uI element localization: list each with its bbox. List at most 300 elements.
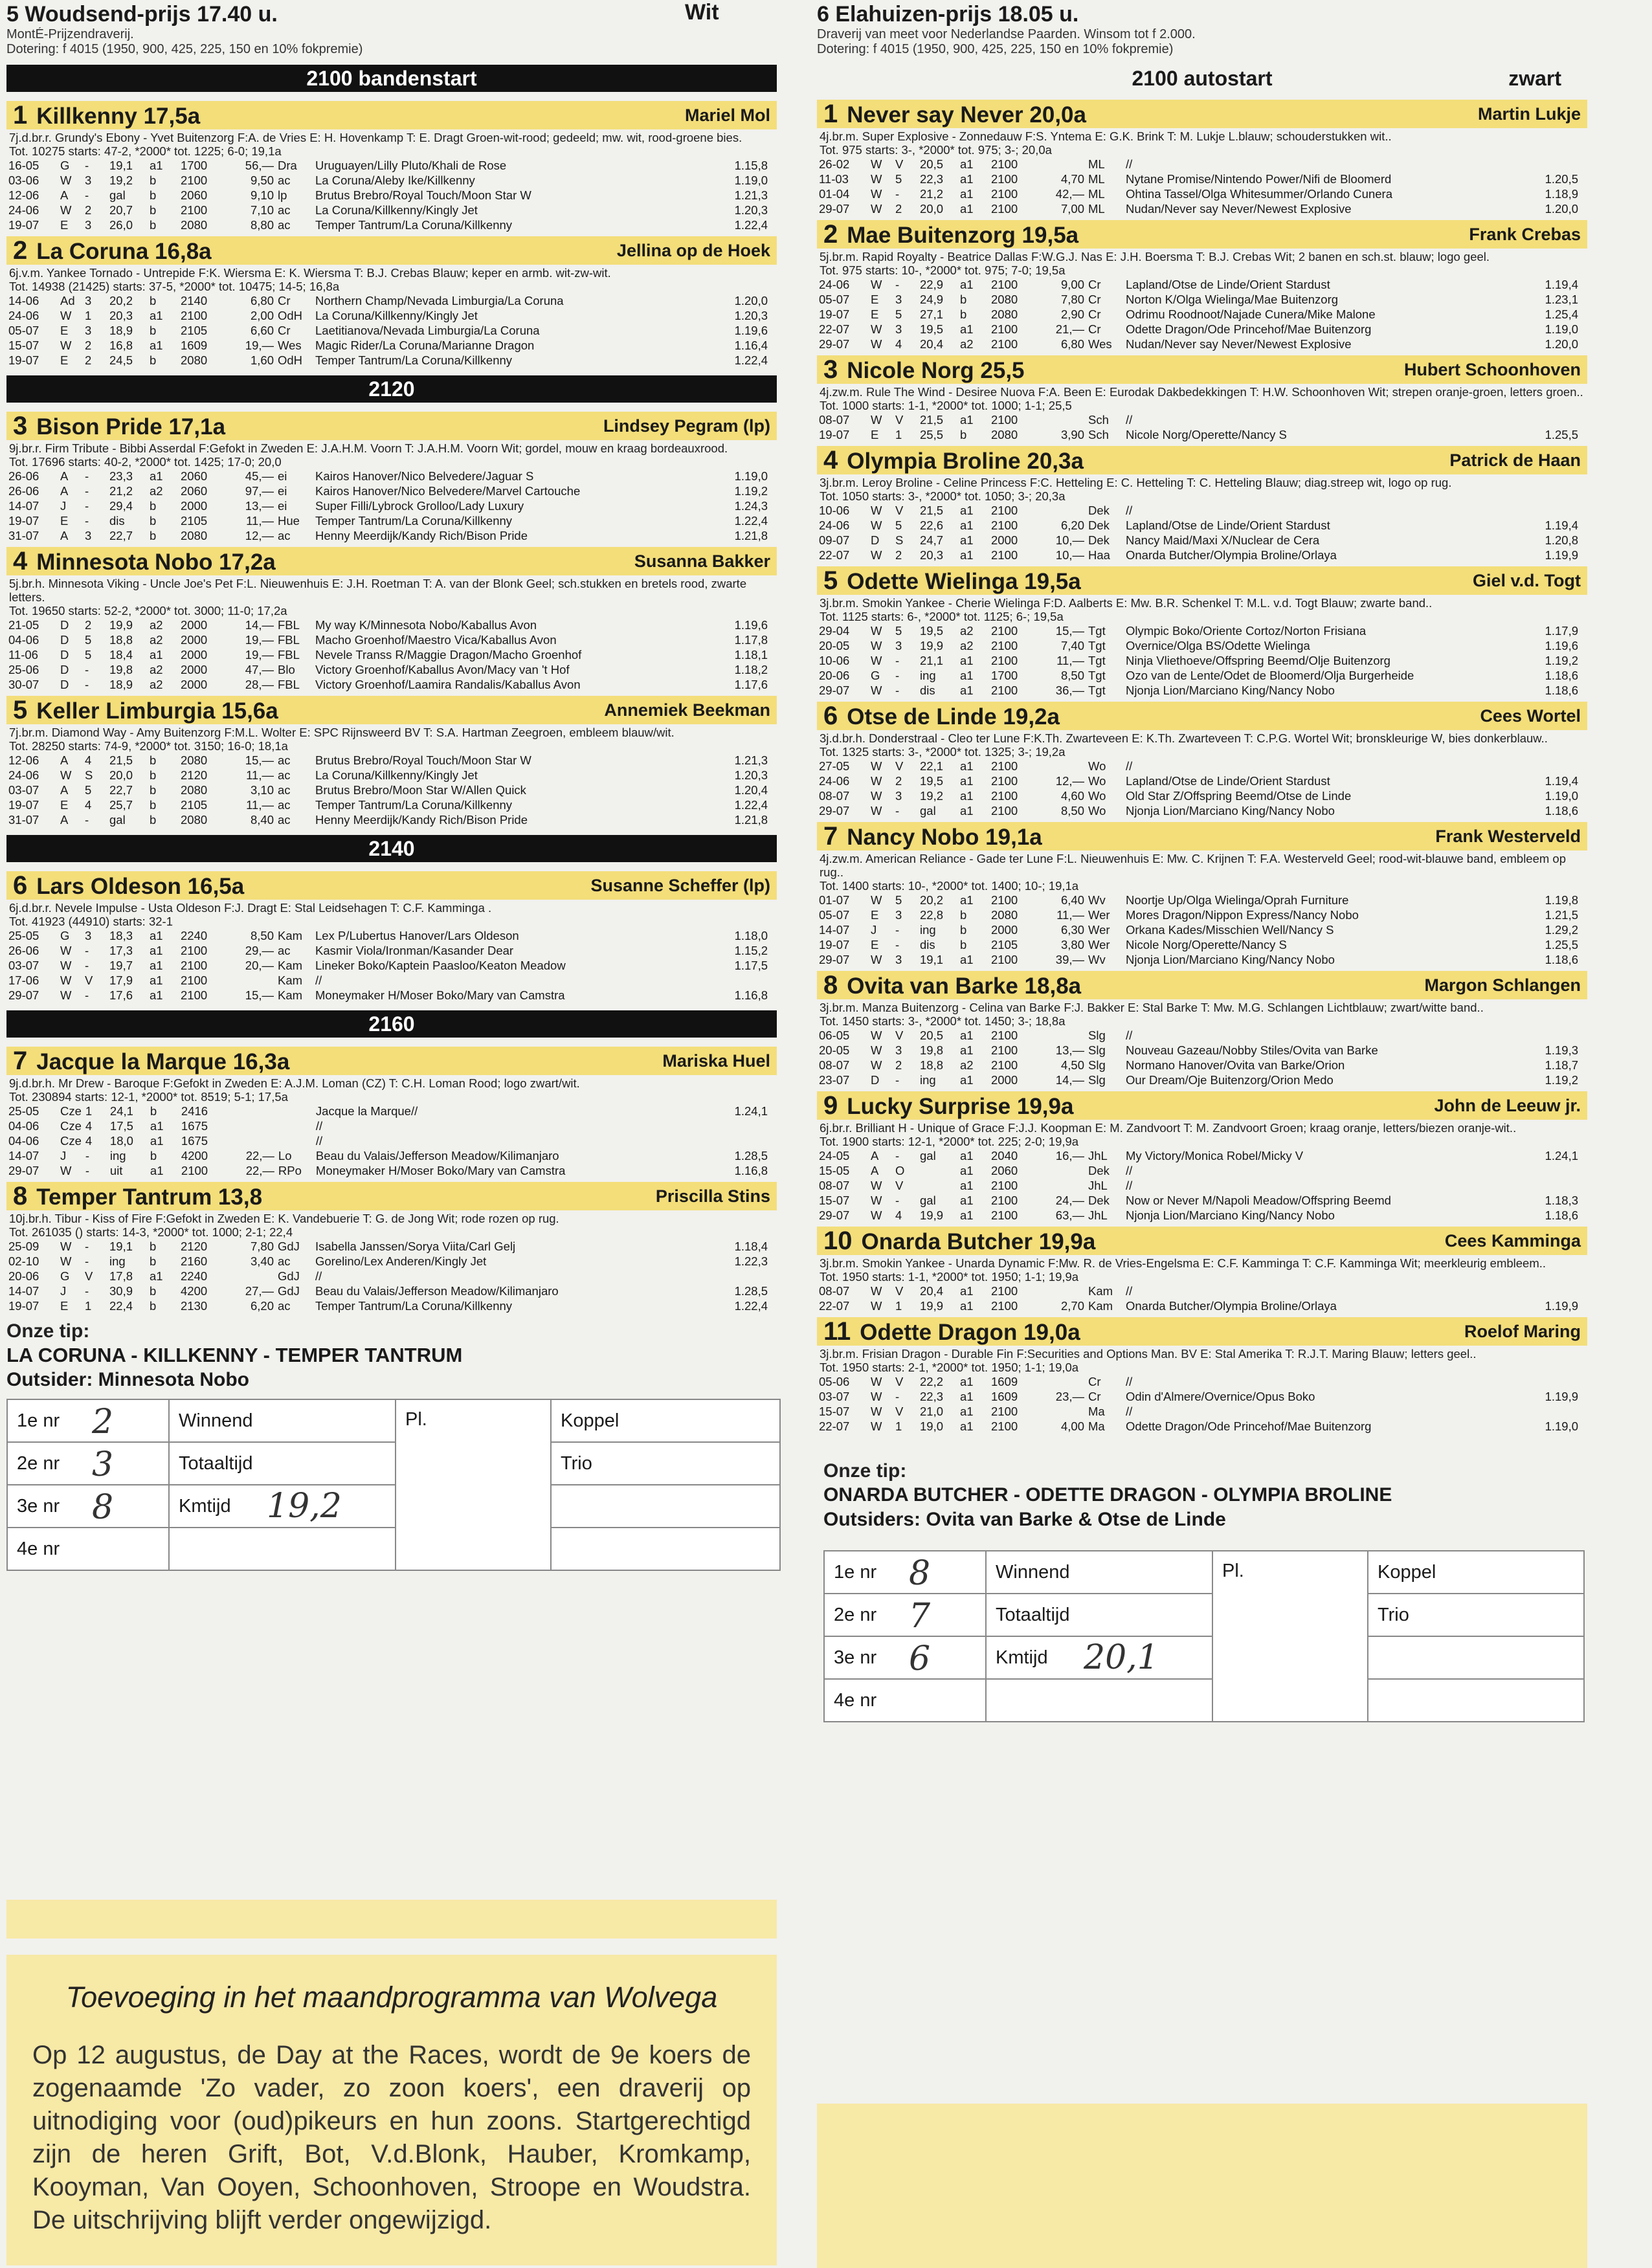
result-cell: a1: [960, 548, 974, 562]
result-cell: Dek: [1088, 504, 1110, 517]
result-cell: 2105: [181, 514, 208, 528]
result-cell: 15,—: [245, 988, 274, 1002]
race-sections: [6, 65, 777, 1313]
result-cell: b: [150, 188, 157, 202]
race-title: 5 Woudsend-prijs 17.40 u.: [6, 2, 278, 27]
result-cell: Odrimu Roodnoot/Najade Cunera/Mike Malone: [1126, 307, 1376, 321]
result-cell: a1: [960, 804, 974, 817]
note-box: [6, 1955, 777, 2265]
result-cell: Normano Hanover/Ovita van Barke/Orion: [1126, 1058, 1345, 1072]
result-cell: 2100: [181, 959, 208, 972]
result-cell: ac: [278, 218, 291, 232]
result-cell: 2080: [181, 353, 208, 367]
result-cell: 26-02: [819, 157, 850, 171]
result-cell: Wer: [1088, 923, 1110, 937]
results-table: [817, 1028, 1587, 1087]
result-cell: 1.19,0: [1545, 1419, 1578, 1433]
result-cell: 29,4: [109, 499, 133, 513]
result-cell: -: [895, 684, 900, 697]
result-cell: 1675: [181, 1119, 208, 1133]
result-cell: 36,—: [1055, 684, 1084, 697]
result-cell: 21,5: [109, 753, 133, 767]
result-cell: 21-05: [8, 618, 39, 632]
result-cell: a1: [960, 1284, 974, 1298]
result-cell: 28,—: [245, 678, 274, 691]
result-cell: 2080: [181, 753, 208, 767]
result-cell: W: [871, 684, 882, 697]
result-cell: -: [85, 1149, 90, 1162]
results-table: [6, 1239, 777, 1313]
horse-number: 11: [823, 1317, 851, 1346]
result-cell: 2100: [991, 1208, 1018, 1222]
result-cell: //: [315, 1119, 323, 1133]
result-cell: a2: [960, 624, 974, 638]
result-cell: 1.21,8: [734, 813, 768, 827]
result-cell: Kam: [1088, 1299, 1113, 1313]
result-cell: 6,60: [250, 324, 274, 337]
horse-info: [6, 129, 777, 158]
result-cell: a2: [960, 639, 974, 652]
table-row: [817, 172, 1587, 186]
results-table: [817, 412, 1587, 442]
horse-header: [817, 971, 1587, 999]
result-cell: 19,—: [245, 648, 274, 662]
result-cell: Olympic Boko/Oriente Cortoz/Norton Frisiana: [1126, 624, 1367, 638]
table-row: [817, 653, 1587, 668]
info-line: 6j.v.m. Yankee Tornado - Untrepide F:K. Wiersma E: K. Wiersma T: B.J. Crebas Blauw; keper en armb. wit-zw-wit.: [9, 266, 611, 280]
result-cell: Lineker Boko/Kaptein Paasloo/Keaton Meadow: [315, 959, 566, 972]
horse-title: Nancy Nobo 19,1a: [847, 824, 1042, 850]
result-cell: a2: [150, 663, 163, 676]
result-cell: 21,0: [920, 1405, 944, 1418]
result-cell: a1: [960, 1179, 974, 1192]
info-line: Tot. 975 starts: 10-, *2000* tot. 975; 7-0; 19,5a: [820, 263, 1066, 277]
table-row: [817, 803, 1587, 818]
result-cell: W: [871, 1405, 882, 1418]
table-row: [6, 513, 777, 528]
result-cell: W: [871, 1284, 882, 1298]
table-row: [817, 1058, 1587, 1073]
result-cell: G: [871, 669, 880, 682]
result-cell: Northern Champ/Nevada Limburgia/La Coruna: [315, 294, 564, 307]
result-cell: W: [871, 1419, 882, 1433]
result-cell: Beau du Valais/Jefferson Meadow/Kilimanjaro: [315, 1284, 559, 1298]
result-cell: Old Star Z/Offspring Beemd/Otse de Linde: [1126, 789, 1352, 803]
horse-number: 8: [823, 970, 838, 999]
result-cell: a1: [960, 533, 974, 547]
result-cell: Kam: [278, 988, 303, 1002]
horse-name: [13, 1047, 289, 1076]
driver-name: Jellina op de Hoek: [616, 240, 770, 260]
result-cell: Ma: [1088, 1405, 1105, 1418]
horse-name: [823, 100, 1086, 129]
result-cell: Laetitianova/Nevada Limburgia/La Coruna: [315, 324, 540, 337]
result-cell: [1525, 1404, 1587, 1419]
result-cell: Odette Dragon/Ode Princehof/Mae Buitenzorg: [1126, 1419, 1372, 1433]
result-cell: Ad: [60, 294, 75, 307]
horse-entry: [817, 220, 1587, 351]
result-cell: La Coruna/Killkenny/Kingly Jet: [315, 768, 478, 782]
result-cell: 2240: [181, 929, 208, 942]
result-cell: ei: [278, 469, 287, 483]
result-cell: Slg: [1088, 1058, 1106, 1072]
result-cell: a1: [150, 648, 163, 662]
result-cell: Tgt: [1088, 669, 1106, 682]
result-cell: ac: [278, 753, 291, 767]
result-cell: Brutus Brebro/Royal Touch/Moon Star W: [315, 188, 531, 202]
result-cell: G: [60, 159, 70, 172]
result-cell: 2100: [991, 774, 1018, 788]
result-cell: 1: [895, 1419, 902, 1433]
result-cell: 10-06: [819, 504, 850, 517]
grid-cell-nr: [824, 1679, 986, 1722]
result-cell: //: [315, 1269, 322, 1283]
result-cell: 19,—: [245, 339, 274, 352]
result-cell: b: [960, 923, 967, 937]
result-cell: 3: [895, 293, 902, 306]
table-row: [817, 186, 1587, 201]
result-cell: -: [895, 278, 900, 291]
distance-bar: 2100 bandenstart: [6, 65, 777, 92]
result-cell: W: [871, 548, 882, 562]
distance-title: [817, 65, 1587, 92]
result-cell: 1675: [181, 1134, 208, 1148]
result-cell: 2: [895, 774, 902, 788]
result-cell: 2: [895, 1058, 902, 1072]
horse-name: [823, 446, 1084, 475]
result-cell: 2080: [181, 529, 208, 542]
result-cell: 2000: [991, 533, 1018, 547]
result-cell: 14-07: [819, 923, 850, 937]
grid-cell-bet: Trio: [1368, 1594, 1584, 1636]
race-color: zwart: [1508, 67, 1561, 90]
result-cell: 42,—: [1055, 187, 1084, 201]
result-cell: //: [1126, 759, 1133, 773]
result-cell: 1.19,0: [1545, 322, 1578, 336]
result-cell: 29-07: [819, 684, 850, 697]
info-line: Tot. 1400 starts: 10-, *2000* tot. 1400; 10-; 19,1a: [820, 879, 1079, 893]
result-cell: 11,—: [246, 514, 274, 528]
result-cell: a1: [150, 973, 163, 987]
result-cell: b: [150, 529, 157, 542]
result-cell: Lapland/Otse de Linde/Orient Stardust: [1126, 518, 1330, 532]
result-cell: E: [60, 514, 69, 528]
result-cell: W: [60, 944, 72, 957]
result-cell: W: [871, 893, 882, 907]
result-cell: Brutus Brebro/Royal Touch/Moon Star W: [315, 753, 531, 767]
horse-entry: [817, 100, 1587, 216]
result-cell: 18,9: [109, 324, 133, 337]
results-table: [817, 277, 1587, 351]
result-cell: 2140: [181, 294, 208, 307]
result-cell: 15-07: [8, 339, 39, 352]
horse-info: [817, 1346, 1587, 1374]
result-cell: [1034, 412, 1086, 427]
result-cell: E: [60, 324, 69, 337]
result-cell: 1609: [181, 339, 208, 352]
result-cell: Cr: [1088, 307, 1101, 321]
result-cell: 25,7: [109, 798, 133, 812]
result-cell: Kam: [1088, 1284, 1113, 1298]
table-row: [6, 632, 777, 647]
result-cell: a1: [150, 1119, 164, 1133]
result-cell: 05-07: [819, 908, 850, 922]
result-cell: a1: [960, 1208, 974, 1222]
result-cell: b: [150, 783, 157, 797]
result-cell: -: [895, 669, 900, 682]
result-cell: 25-05: [8, 929, 39, 942]
handwritten-number: 2: [92, 1403, 114, 1441]
result-cell: 19,9: [920, 1208, 944, 1222]
result-cell: 4: [895, 337, 902, 351]
result-cell: 56,—: [245, 159, 274, 172]
result-cell: 13,—: [245, 499, 274, 513]
table-row: [817, 1374, 1587, 1389]
result-cell: 30-07: [8, 678, 39, 691]
result-cell: 21,5: [920, 413, 944, 427]
result-cell: 2100: [991, 322, 1018, 336]
result-cell: Brutus Brebro/Moon Star W/Allen Quick: [315, 783, 526, 797]
horse-header: [817, 446, 1587, 474]
result-cell: 2100: [181, 973, 208, 987]
result-cell: 18,0: [109, 1134, 133, 1148]
result-cell: 24,1: [109, 1104, 133, 1118]
result-cell: [1034, 1404, 1086, 1419]
horse-entry: [6, 696, 777, 827]
result-cell: W: [871, 654, 882, 667]
table-row: [817, 157, 1587, 172]
driver-name: Lindsey Pegram (lp): [603, 416, 770, 436]
table-row: [6, 353, 777, 368]
horse-number: 8: [13, 1181, 28, 1210]
result-cell: 3: [85, 294, 92, 307]
result-cell: 29-07: [819, 202, 850, 216]
result-cell: 19-07: [8, 514, 39, 528]
table-row: [6, 469, 777, 484]
result-cell: 3: [895, 1043, 902, 1057]
grid-label: 2e nr: [17, 1452, 60, 1474]
handwritten-number: 6: [909, 1640, 931, 1678]
result-cell: 22,3: [920, 1390, 944, 1403]
result-cell: 2100: [991, 624, 1018, 638]
result-cell: 2000: [181, 633, 208, 647]
result-cell: 14,—: [1055, 1073, 1084, 1087]
result-cell: 6,20: [250, 1299, 274, 1313]
result-cell: ac: [278, 173, 291, 187]
result-cell: -: [895, 804, 900, 817]
result-cell: 5: [85, 648, 92, 662]
result-cell: 19,9: [920, 639, 944, 652]
result-cell: a2: [960, 1058, 974, 1072]
handwritten-kmtijd: 19,2: [267, 1487, 342, 1526]
horse-entry: [817, 446, 1587, 562]
horse-title: Killkenny 17,5a: [36, 103, 201, 129]
result-cell: 1.18,6: [1545, 953, 1578, 966]
grid-cell-nr: [7, 1485, 169, 1528]
result-cell: 2130: [181, 1299, 208, 1313]
info-line: 3j.br.m. Smokin Yankee - Unarda Dynamic F:Mw. R. de Vries-Engelsma E: C.F. Kamminga T: C.F. Kamminga Wit; meerkleurig embleem..: [820, 1256, 1546, 1270]
driver-name: Cees Kamminga: [1444, 1230, 1581, 1251]
horse-header: [817, 702, 1587, 730]
result-cell: 3: [85, 929, 92, 942]
table-row: [817, 623, 1587, 638]
result-cell: Kam: [278, 973, 303, 987]
result-cell: 1.18,6: [1545, 669, 1578, 682]
result-cell: ei: [278, 484, 287, 498]
result-cell: -: [85, 959, 89, 972]
result-cell: b: [150, 514, 157, 528]
result-cell: 3: [895, 789, 902, 803]
result-cell: 03-07: [8, 959, 39, 972]
result-cell: 05-07: [8, 324, 39, 337]
driver-name: Annemiek Beekman: [604, 700, 770, 720]
driver-name: Patrick de Haan: [1449, 450, 1581, 470]
result-cell: 2000: [991, 923, 1018, 937]
grid-cell-type: [986, 1636, 1212, 1679]
result-cell: 19,1: [109, 159, 133, 172]
horse-entry: [817, 1091, 1587, 1223]
table-row: [6, 1269, 777, 1284]
grid-cell-type: [986, 1594, 1212, 1636]
result-cell: 22,8: [920, 908, 944, 922]
result-cell: Tgt: [1088, 654, 1106, 667]
table-row: [6, 1298, 777, 1313]
result-cell: b: [150, 1104, 157, 1118]
result-cell: 1.16,8: [734, 1164, 768, 1177]
horse-number: 1: [823, 99, 838, 128]
result-cell: OdH: [278, 353, 303, 367]
table-row: [6, 484, 777, 498]
grid-label: 3e nr: [17, 1495, 60, 1517]
results-table: [817, 157, 1587, 216]
result-cell: -: [85, 678, 89, 691]
results-table: [817, 1374, 1587, 1434]
horse-header: [817, 1317, 1587, 1346]
result-cell: 3,90: [1060, 428, 1084, 441]
result-cell: 16,8: [109, 339, 133, 352]
result-cell: [715, 1269, 777, 1284]
result-cell: 05-07: [819, 293, 850, 306]
handwritten-number: 8: [92, 1488, 114, 1527]
result-cell: W: [871, 759, 882, 773]
result-cell: V: [895, 504, 904, 517]
result-cell: [1525, 1284, 1587, 1298]
horse-number: 9: [823, 1091, 838, 1120]
result-cell: Odin d'Almere/Overnice/Opus Boko: [1126, 1390, 1315, 1403]
horse-header: [6, 412, 777, 440]
result-cell: 1: [895, 1299, 902, 1313]
result-cell: 4,70: [1060, 172, 1084, 186]
result-cell: My way K/Minnesota Nobo/Kaballus Avon: [315, 618, 537, 632]
driver-name: Mariel Mol: [684, 105, 770, 125]
result-cell: 14,—: [245, 618, 274, 632]
table-row: [6, 308, 777, 323]
result-cell: 22,6: [920, 518, 944, 532]
result-cell: Dek: [1088, 1164, 1110, 1177]
result-cell: 19,7: [109, 959, 133, 972]
result-cell: W: [871, 1194, 882, 1207]
result-cell: 2: [895, 202, 902, 216]
result-cell: 2100: [991, 684, 1018, 697]
result-cell: //: [315, 973, 322, 987]
result-cell: [276, 1133, 314, 1148]
table-row: [817, 1389, 1587, 1404]
info-line: Tot. 19650 starts: 52-2, *2000* tot. 3000; 11-0; 17,2a: [9, 604, 287, 617]
result-cell: 1.20,4: [734, 783, 768, 797]
grid-label: Winnend: [179, 1410, 253, 1431]
result-cell: 1.23,1: [1545, 293, 1578, 306]
result-cell: 24,—: [1055, 1194, 1084, 1207]
result-cell: a2: [960, 337, 974, 351]
result-cell: a1: [960, 172, 974, 186]
result-cell: My Victory/Monica Robel/Micky V: [1126, 1149, 1304, 1162]
result-cell: 11,—: [1056, 908, 1084, 922]
result-cell: 10,—: [1055, 548, 1084, 562]
result-cell: dis: [920, 938, 935, 951]
result-cell: G: [60, 1269, 70, 1283]
result-cell: a1: [150, 929, 163, 942]
result-cell: Noortje Up/Olga Wielinga/Oprah Furniture: [1126, 893, 1349, 907]
result-cell: 45,—: [245, 469, 274, 483]
result-cell: 19,1: [920, 953, 944, 966]
result-cell: 2100: [991, 337, 1018, 351]
result-cell: 17-06: [8, 973, 39, 987]
table-row: [6, 662, 777, 677]
horse-name: [823, 1091, 1073, 1120]
result-cell: Ozo van de Lente/Odet de Bloomerd/Olja Burgerheide: [1126, 669, 1414, 682]
result-cell: 29-07: [819, 337, 850, 351]
result-cell: 25-05: [8, 1104, 39, 1118]
horse-name: [13, 871, 244, 900]
result-cell: 16-05: [8, 159, 39, 172]
result-cell: Nancy Maid/Maxi X/Nuclear de Cera: [1126, 533, 1320, 547]
result-cell: S: [895, 533, 904, 547]
result-cell: 8,80: [250, 218, 274, 232]
race-dotering: Dotering: f 4015 (1950, 900, 425, 225, 150 en 10% fokpremie): [817, 42, 1174, 56]
result-cell: W: [871, 1375, 882, 1388]
table-row: [817, 1163, 1587, 1178]
result-cell: 17,5: [109, 1119, 133, 1133]
handwritten-number: 7: [909, 1597, 931, 1636]
horse-title: Lars Oldeson 16,5a: [36, 873, 245, 899]
horse-entry: [6, 871, 777, 1003]
result-cell: Cze: [60, 1104, 82, 1118]
result-cell: 1.19,4: [1545, 518, 1578, 532]
result-cell: 24-06: [819, 278, 850, 291]
result-cell: 3: [895, 953, 902, 966]
result-cell: V: [895, 1028, 904, 1042]
handwritten-number: 8: [909, 1554, 931, 1593]
result-cell: GdJ: [278, 1240, 300, 1253]
race-dotering: Dotering: f 4015 (1950, 900, 425, 225, 150 en 10% fokpremie): [6, 42, 363, 56]
result-cell: 26,0: [109, 218, 133, 232]
result-cell: Beau du Valais/Jefferson Meadow/Kilimanjaro: [315, 1149, 559, 1162]
horse-number: 4: [823, 445, 838, 474]
table-row: [6, 1163, 777, 1178]
result-cell: RPo: [278, 1164, 302, 1177]
result-cell: 24-06: [8, 203, 39, 217]
table-row: [817, 1028, 1587, 1043]
result-cell: 2100: [991, 172, 1018, 186]
grid-label: Totaaltijd: [179, 1452, 253, 1474]
result-cell: Super Filli/Lybrock Grolloo/Lady Luxury: [315, 499, 524, 513]
result-cell: 19,2: [109, 173, 133, 187]
result-cell: 21,5: [920, 504, 944, 517]
table-row: [6, 293, 777, 308]
driver-name: Cees Wortel: [1480, 706, 1581, 726]
result-cell: Wo: [1088, 774, 1106, 788]
result-cell: 1.25,4: [1545, 307, 1578, 321]
